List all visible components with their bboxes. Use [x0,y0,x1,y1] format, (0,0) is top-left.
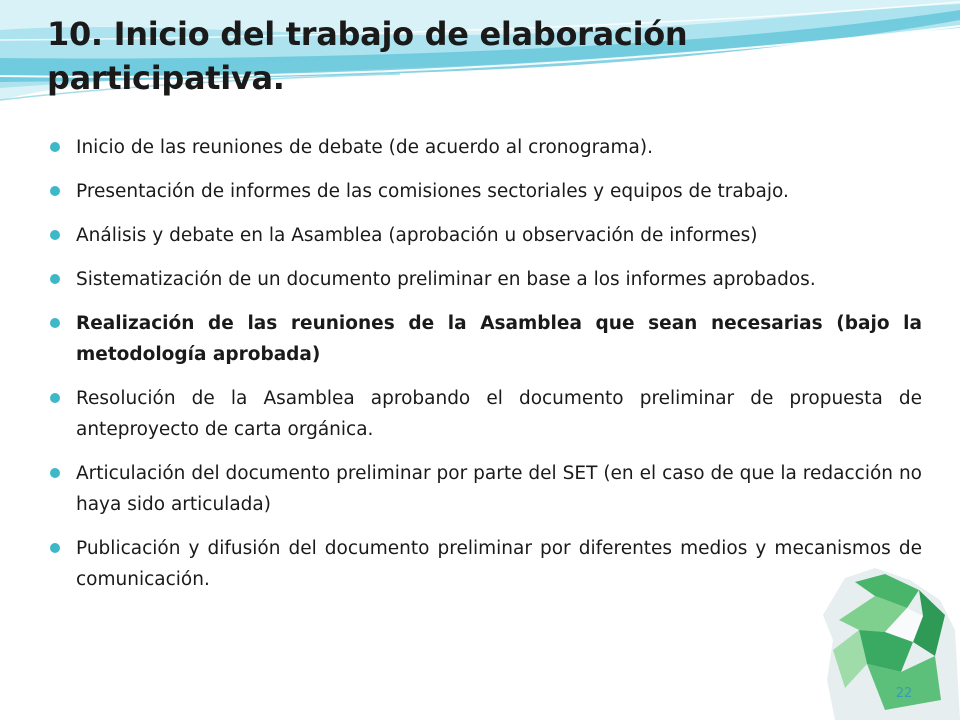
bullet-dot-icon [50,186,60,196]
bullet-dot-icon [50,393,60,403]
bullet-item [50,132,922,163]
bullet-text: Sistematización de un documento preliminar en base a los informes aprobados. [76,269,816,290]
bullet-list [50,132,922,608]
bullet-dot-icon [50,468,60,478]
slide-title: 10. Inicio del trabajo de elaboración participativa. [47,15,688,97]
bullet-text: Publicación y difusión del documento preliminar por diferentes medios y mecanismos de comunicación. [76,538,922,590]
bullet-dot-icon [50,274,60,284]
bullet-item [50,220,922,251]
bullet-dot-icon [50,142,60,152]
bullet-item [50,264,922,295]
bullet-text: Inicio de las reuniones de debate (de acuerdo al cronograma). [76,137,653,158]
bullet-dot-icon [50,543,60,553]
bullet-dot-icon [50,230,60,240]
bullet-item [50,458,922,520]
bullet-text: Articulación del documento preliminar por parte del SET (en el caso de que la redacción no haya sido articulada) [76,463,922,515]
bullet-text: Resolución de la Asamblea aprobando el documento preliminar de propuesta de anteproyecto de carta orgánica. [76,388,922,440]
bullet-dot-icon [50,318,60,328]
bullet-item [50,383,922,445]
bullet-text: Análisis y debate en la Asamblea (aprobación u observación de informes) [76,225,758,246]
bullet-item [50,533,922,595]
bullet-item [50,176,922,207]
bullet-text: Realización de las reuniones de la Asamblea que sean necesarias (bajo la metodología aprobada) [76,313,922,365]
page-number: 22 [895,686,913,701]
bullet-item-bold [50,308,922,370]
bullet-text: Presentación de informes de las comisiones sectoriales y equipos de trabajo. [76,181,789,202]
